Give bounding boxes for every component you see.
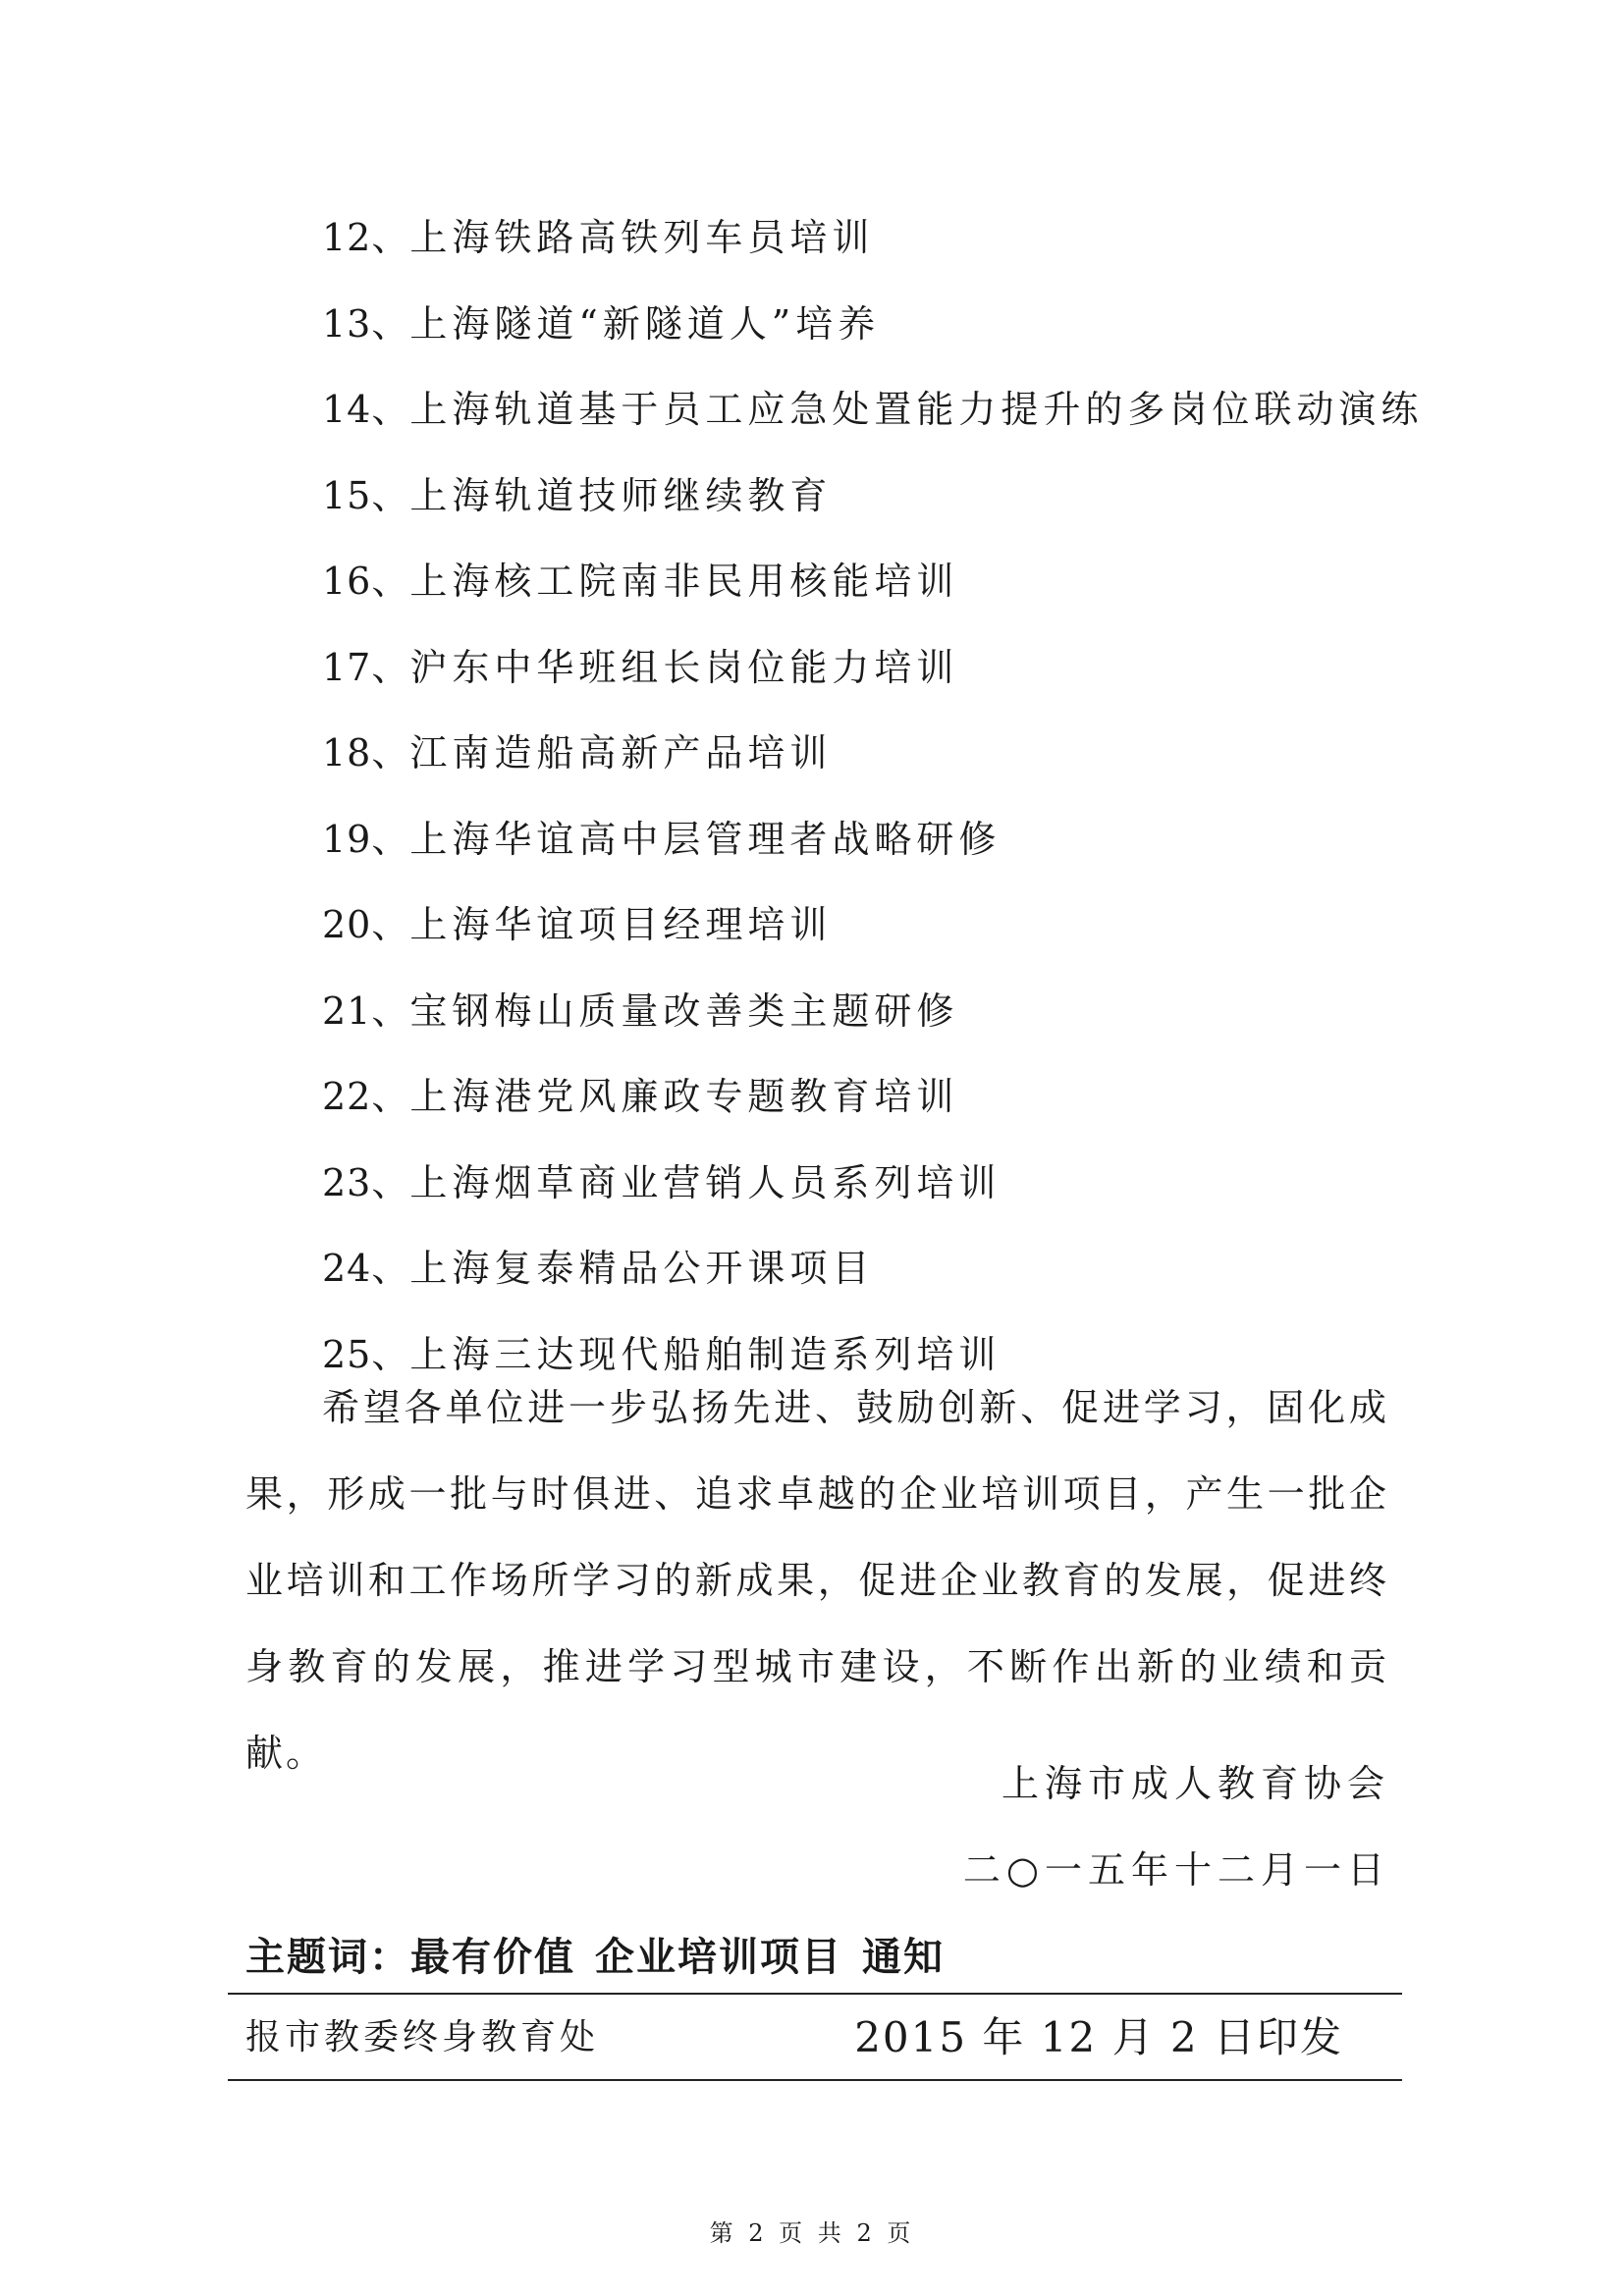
list-item: [322, 895, 1423, 982]
list-item-number: 18、: [322, 731, 410, 774]
list-item-number: 24、: [322, 1247, 410, 1290]
subject-keywords: [245, 1926, 945, 1982]
keyword-term: 企业培训项目: [595, 1935, 842, 1980]
footer-divider-bottom: [228, 2079, 1402, 2081]
list-item-text: 上海三达现代船舶制造系列培训: [409, 1332, 1001, 1376]
list-item: [322, 294, 1423, 381]
list-item-text: 上海核工院南非民用核能培训: [409, 560, 959, 603]
list-item-text: 上海铁路高铁列车员培训: [409, 216, 875, 259]
list-item-text: 上海港党风廉政专题教育培训: [409, 1075, 959, 1118]
keywords-label: 主题词：: [245, 1935, 410, 1980]
keyword-term: 通知: [862, 1935, 945, 1980]
list-item: [322, 723, 1423, 810]
list-item-number: 14、: [322, 388, 410, 431]
page-number: 第 2 页 共 2 页: [709, 2219, 915, 2247]
list-item-number: 19、: [322, 817, 410, 861]
list-item-text: 宝钢梅山质量改善类主题研修: [409, 988, 959, 1033]
list-item-number: 13、: [322, 301, 410, 346]
list-item: [322, 1067, 1423, 1153]
list-item-number: 17、: [322, 645, 410, 689]
print-date: 2015 年 12 月 2 日印发: [854, 2013, 1343, 2061]
list-item: [322, 638, 1423, 724]
signature-organization: 上海市成人教育协会: [1001, 1762, 1390, 1805]
list-item-text: 上海复泰精品公开课项目: [409, 1247, 875, 1290]
list-item-text: 上海轨道基于员工应急处置能力提升的多岗位联动演练: [409, 388, 1424, 431]
closing-paragraph: 希望各单位进一步弘扬先进、鼓励创新、促进学习，固化成果，形成一批与时俱进、追求卓越的企业培训项目，产生一批企业培训和工作场所学习的新成果，促进企业教育的发展，促进终身教育的发展，推进学习型城市建设，不断作出新的业绩和贡献。: [245, 1386, 1389, 1775]
list-item-text: 沪东中华班组长岗位能力培训: [409, 645, 959, 689]
list-item: [322, 1239, 1423, 1325]
list-item-number: 25、: [322, 1332, 410, 1376]
list-item-number: 21、: [322, 988, 410, 1033]
recipient-text: 报市教委终身教育处: [245, 2017, 600, 2057]
project-list: [322, 208, 1423, 1411]
list-item-text: 上海隧道“新隧道人”培养: [409, 301, 881, 346]
signature-date: 二○一五年十二月一日: [962, 1848, 1390, 1892]
list-item-text: 上海烟草商业营销人员系列培训: [409, 1160, 1001, 1204]
list-item-number: 16、: [322, 560, 410, 603]
list-item: [322, 208, 1423, 294]
list-item: [322, 982, 1423, 1068]
list-item-text: 上海华谊高中层管理者战略研修: [409, 817, 1001, 861]
list-item-text: 上海华谊项目经理培训: [409, 903, 833, 946]
list-item-number: 20、: [322, 903, 410, 946]
footer-divider-top: [228, 1993, 1402, 1995]
list-item: [322, 466, 1423, 553]
list-item-number: 22、: [322, 1075, 410, 1118]
list-item-number: 15、: [322, 473, 410, 517]
list-item-text: 江南造船高新产品培训: [409, 731, 833, 774]
list-item: [322, 1153, 1423, 1240]
list-item-number: 12、: [322, 216, 410, 259]
list-item: [322, 552, 1423, 638]
keyword-term: 最有价值: [410, 1935, 575, 1980]
list-item-text: 上海轨道技师继续教育: [409, 473, 833, 517]
list-item: [322, 380, 1423, 466]
list-item: [322, 810, 1423, 896]
list-item-number: 23、: [322, 1160, 410, 1204]
